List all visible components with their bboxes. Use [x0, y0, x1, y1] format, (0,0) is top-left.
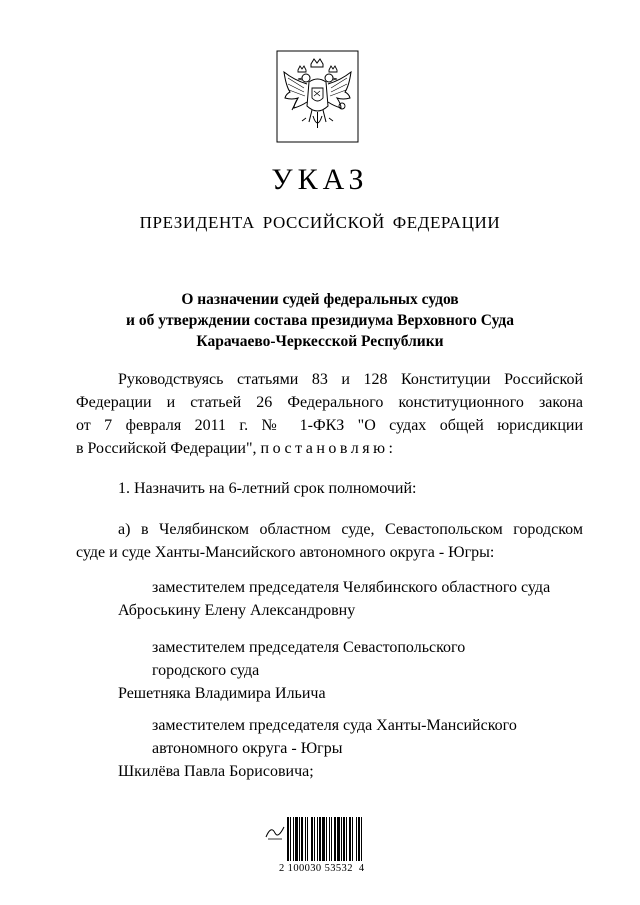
appointment [76, 636, 465, 705]
item-1: 1. Назначить на 6-летний срок полномочий: [118, 480, 417, 497]
preamble-line [76, 437, 583, 460]
decree-heading [0, 289, 640, 352]
appointment [76, 576, 550, 622]
resolution-word: постановляю: [260, 440, 397, 457]
russian-coat-of-arms-icon [276, 50, 359, 143]
preamble-paragraph [76, 368, 583, 460]
document-title: УКАЗ [271, 163, 369, 196]
preamble-line: Федерации и статьей 26 Федерального конституционного закона [76, 394, 583, 411]
signature-mark-icon [265, 823, 285, 841]
appointment-name: Аброськину Елену Александровну [118, 602, 356, 619]
appointment-name: Шкилёва Павла Борисовича; [118, 763, 314, 780]
heading-line: Карачаево-Черкесской Республики [196, 333, 444, 350]
document-subtitle: ПРЕЗИДЕНТА РОССИЙСКОЙ ФЕДЕРАЦИИ [139, 213, 501, 232]
item-a-line: а) в Челябинском областном суде, Севастопольском городском [118, 521, 583, 538]
preamble-line: Руководствуясь статьями 83 и 128 Конституции Российской [118, 371, 583, 388]
appointment-name: Решетняка Владимира Ильича [118, 685, 326, 702]
barcode-number: 2 100030 53532 4 [279, 863, 365, 874]
appointment-position: городского суда [152, 662, 260, 679]
appointment-position: заместителем председателя суда Ханты-Мансийского [152, 717, 517, 734]
preamble-line: от 7 февраля 2011 г. № 1-ФКЗ "О судах общей юрисдикции [76, 417, 583, 434]
heading-line: О назначении судей федеральных судов [181, 291, 459, 308]
item-a-line: суде и суде Ханты-Мансийского автономного округа - Югры: [76, 544, 495, 561]
appointment-position: заместителем председателя Севастопольского [152, 639, 466, 656]
appointment-position: заместителем председателя Челябинского областного суда [152, 579, 551, 596]
appointment-position: автономного округа - Югры [152, 740, 343, 757]
item-a [76, 518, 583, 564]
barcode-icon [287, 817, 382, 861]
appointment [76, 714, 517, 783]
preamble-text: в Российской Федерации", [76, 440, 257, 457]
barcode-block [265, 815, 395, 885]
heading-line: и об утверждении состава президиума Верховного Суда [126, 312, 514, 329]
